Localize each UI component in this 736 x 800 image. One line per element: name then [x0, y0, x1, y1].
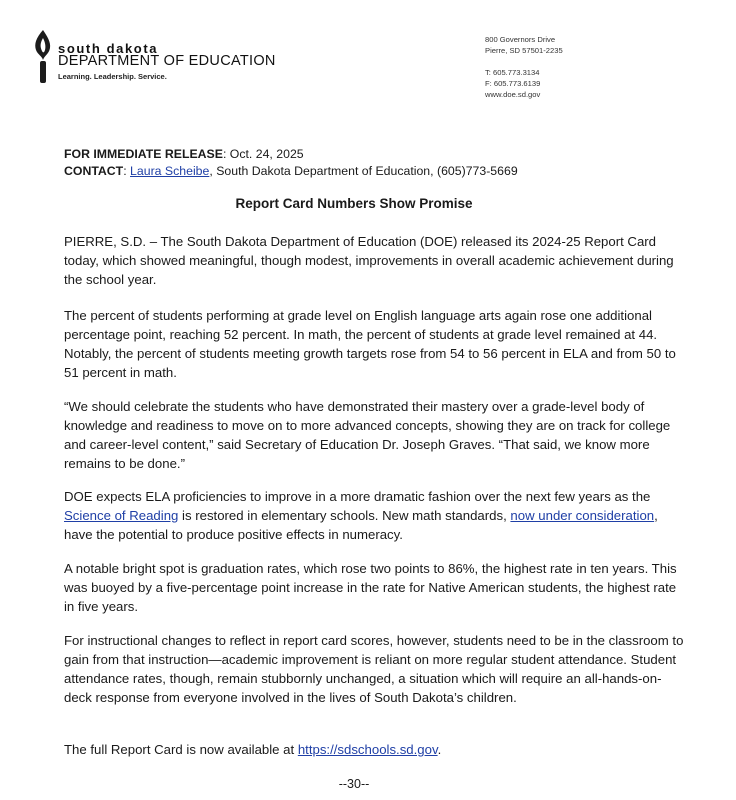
- paragraph-6: For instructional changes to reflect in report card scores, however, students need to be in the classroom to gain from that instruction—academic improvement is reliant on more regular student attendance. Student attendance rates, though, remain stubbornly unchanged, a situation which will require an all-hands-on-deck response from everyone involved in the lives of South Dakota’s children.: [64, 633, 684, 705]
- address-street: 800 Governors Drive: [485, 35, 556, 44]
- report-card-url-link[interactable]: https://sdschools.sd.gov: [297, 742, 438, 757]
- contact-label: CONTACT: [64, 164, 124, 178]
- org-name-line1: south dakota: [58, 41, 159, 56]
- org-name-line2: DEPARTMENT OF EDUCATION: [58, 53, 276, 69]
- address-phone: T: 605.773.3134: [485, 68, 540, 77]
- contact-line: CONTACT: Laura Scheibe, South Dakota Department of Education, (605)773-5669: [64, 164, 518, 178]
- release-meta: [64, 146, 684, 180]
- address-block: [485, 34, 563, 100]
- address-fax: F: 605.773.6139: [485, 79, 541, 88]
- paragraph-1: PIERRE, S.D. – The South Dakota Department of Education (DOE) released its 2024-25 Report Card today, which showed meaningful, though modest, improvements in overall academic achievement during the school year.: [64, 234, 674, 287]
- paragraph-5: A notable bright spot is graduation rates, which rose two points to 86%, the highest rate in ten years. This was buoyed by a five-percentage point increase in the rate for Native American students, the highest rate in five years.: [64, 561, 677, 614]
- science-of-reading-link[interactable]: Science of Reading: [64, 508, 179, 523]
- contact-name-link[interactable]: Laura Scheibe: [130, 164, 210, 178]
- release-line: [64, 146, 684, 163]
- headline: Report Card Numbers Show Promise: [235, 196, 473, 211]
- address-city: Pierre, SD 57501-2235: [485, 46, 563, 55]
- paragraph-4: DOE expects ELA proficiencies to improve in a more dramatic fashion over the next few years as the Science of Reading is restored in elementary schools. New math standards, now under consideration, have the potential to produce positive effects in numeracy.: [64, 489, 658, 542]
- torch-flame-icon: [30, 28, 56, 86]
- paragraph-2: The percent of students performing at grade level on English language arts again rose one additional percentage point, reaching 52 percent. In math, the percent of students at grade level remained at 44. Notably, the percent of students meeting growth targets rose from 54 to 56 percent in ELA and from 50 to 51 percent in math.: [64, 308, 676, 380]
- doe-logo: [30, 28, 300, 88]
- release-date: : Oct. 24, 2025: [222, 147, 304, 161]
- contact-details: , South Dakota Department of Education, (605)773-5669: [209, 164, 518, 178]
- paragraph-7: The full Report Card is now available at https://sdschools.sd.gov.: [64, 742, 442, 757]
- address-website: www.doe.sd.gov: [485, 90, 541, 99]
- end-mark: --30--: [338, 777, 370, 791]
- paragraph-3: “We should celebrate the students who have demonstrated their mastery over a grade-level body of knowledge and readiness to move on to more advanced concepts, showing they are on track for college and career-level content,” said Secretary of Education Dr. Joseph Graves. “That said, we know more remains to be done.”: [64, 399, 671, 471]
- org-tagline: Learning. Leadership. Service.: [58, 72, 167, 81]
- release-label: FOR IMMEDIATE RELEASE: [64, 147, 223, 161]
- now-under-consideration-link[interactable]: now under consideration: [510, 508, 655, 523]
